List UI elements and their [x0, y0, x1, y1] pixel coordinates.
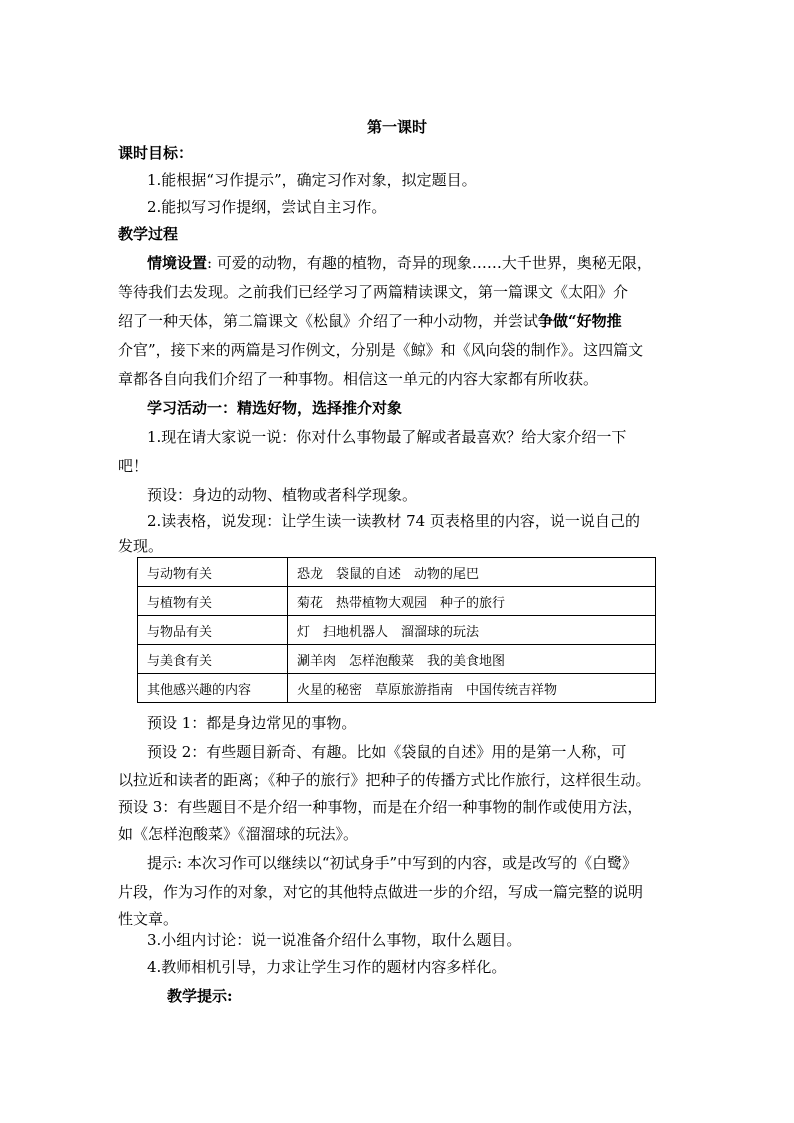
table-row — [138, 587, 656, 616]
activity1-q2-line-1: 2.读表格，说发现：让学生读一读教材 74 页表格里的内容，说一说自己的 — [147, 512, 640, 530]
activity1-q1-line-2: 吧！ — [118, 457, 149, 475]
activity1-preset: 预设：身边的动物、植物或者科学现象。 — [147, 486, 418, 504]
table-cell-topics: 恐龙 袋鼠的自述 动物的尾巴 — [288, 558, 656, 587]
intro-line-4: 介官”，接下来的两篇是习作例文，分别是《鲸》和《风向袋的制作》。这四篇文 — [118, 341, 644, 359]
preset-1: 预设 1：都是身边常见的事物。 — [147, 714, 357, 732]
table-cell-category: 其他感兴趣的内容 — [138, 674, 288, 703]
table-cell-topics: 灯 扫地机器人 溜溜球的玩法 — [288, 616, 656, 645]
table-row — [138, 674, 656, 703]
activity1-q2-line-2: 发现。 — [118, 537, 164, 555]
intro-line-2: 等待我们去发现。之前我们已经学习了两篇精读课文，第一篇课文《太阳》介 — [118, 283, 629, 301]
intro-line-1 — [147, 252, 652, 274]
preset-3-line-2: 如《怎样泡酸菜》《溜溜球的玩法》。 — [118, 825, 359, 843]
teaching-tip-heading: 教学提示: — [167, 987, 233, 1005]
intro-text-3: 绍了一种天体，第二篇课文《松鼠》介绍了一种小动物，并尝试 — [118, 312, 539, 330]
table-row — [138, 558, 656, 587]
page-title: 第一课时 — [366, 118, 427, 136]
tip-line-1: 提示: 本次习作可以继续以“初试身手”中写到的内容，或是改写的《白鹭》 — [147, 854, 638, 872]
process-heading: 教学过程 — [118, 225, 179, 243]
table-cell-topics: 菊花 热带植物大观园 种子的旅行 — [288, 587, 656, 616]
activity1-heading: 学习活动一：精选好物，选择推介对象 — [147, 399, 403, 417]
table-cell-category: 与植物有关 — [138, 587, 288, 616]
step-3: 3.小组内讨论：说一说准备介绍什么事物，取什么题目。 — [147, 931, 522, 949]
table-cell-category: 与动物有关 — [138, 558, 288, 587]
intro-line-5: 章都各自向我们介绍了一种事物。相信这一单元的内容大家都有所收获。 — [118, 370, 599, 388]
goals-heading: 课时目标： — [118, 144, 194, 162]
table-row — [138, 645, 656, 674]
table-row — [138, 616, 656, 645]
activity1-q1-line-1: 1.现在请大家说一说：你对什么事物最了解或者最喜欢？给大家介绍一下 — [147, 428, 627, 446]
intro-bold-tail: 争做“好物推 — [538, 312, 622, 330]
table-cell-category: 与美食有关 — [138, 645, 288, 674]
preset-3-line-1: 预设 3：有些题目不是介绍一种事物，而是在介绍一种事物的制作或使用方法， — [118, 798, 643, 816]
table-cell-category: 与物品有关 — [138, 616, 288, 645]
goal-item-2: 2.能拟写习作提纲，尝试自主习作。 — [147, 198, 387, 216]
goal-item-1: 1.能根据“习作提示”，确定习作对象，拟定题目。 — [147, 171, 477, 189]
table-cell-topics: 火星的秘密 草原旅游指南 中国传统吉祥物 — [288, 674, 656, 703]
intro-text-1: : 可爱的动物，有趣的植物，奇异的现象……大千世界，奥秘无限， — [207, 254, 652, 272]
step-4: 4.教师相机引导，力求让学生习作的题材内容多样化。 — [147, 958, 507, 976]
table-cell-topics: 涮羊肉 怎样泡酸菜 我的美食地图 — [288, 645, 656, 674]
tip-line-3: 性文章。 — [118, 910, 179, 928]
intro-line-3 — [118, 310, 622, 332]
preset-2-line-1: 预设 2：有些题目新奇、有趣。比如《袋鼠的自述》用的是第一人称，可 — [147, 743, 627, 761]
topic-table — [137, 557, 656, 703]
intro-label: 情境设置 — [147, 254, 208, 272]
tip-line-2: 片段，作为习作的对象，对它的其他特点做进一步的介绍，写成一篇完整的说明 — [118, 883, 644, 901]
preset-2-line-2: 以拉近和读者的距离；《种子的旅行》把种子的传播方式比作旅行，这样很生动。 — [118, 771, 651, 789]
